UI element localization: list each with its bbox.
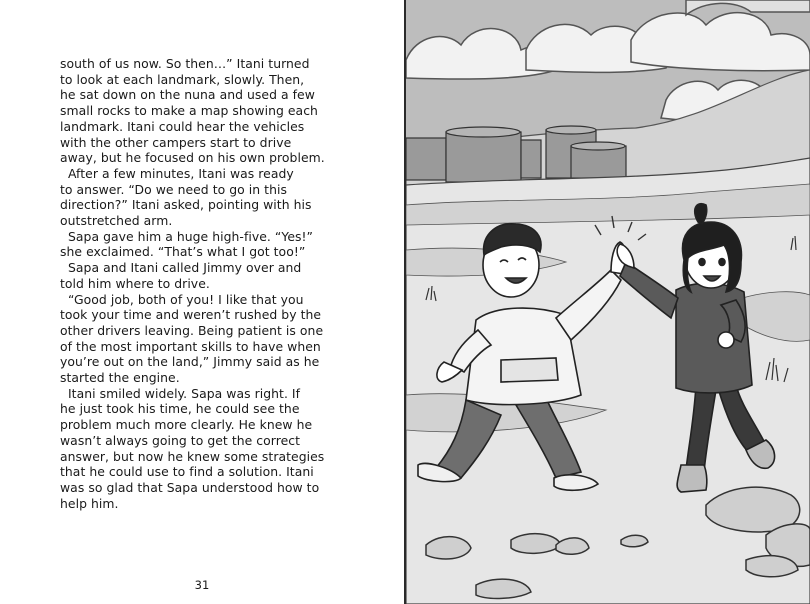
story-line: other drivers leaving. Being patient is one bbox=[60, 322, 324, 338]
story-line: problem much more clearly. He knew he bbox=[60, 417, 313, 433]
story-line: help him. bbox=[60, 495, 119, 511]
story-line: was so glad that Sapa understood how to bbox=[60, 479, 320, 495]
story-line: you’re out on the land,” Jimmy said as he bbox=[60, 354, 320, 370]
story-line: wasn’t always going to get the correct bbox=[60, 432, 301, 448]
story-line: south of us now. So then…” Itani turned bbox=[60, 56, 310, 71]
story-line: direction?” Itani asked, pointing with his bbox=[60, 197, 312, 213]
story-line: outstretched arm. bbox=[60, 213, 173, 229]
left-page bbox=[0, 0, 404, 604]
story-line: After a few minutes, Itani was ready bbox=[60, 165, 294, 181]
story-line: to answer. “Do we need to go in this bbox=[60, 181, 287, 197]
story-line: to look at each landmark, slowly. Then, bbox=[60, 71, 305, 87]
story-line: small rocks to make a map showing each bbox=[60, 103, 318, 119]
story-line: he sat down on the nuna and used a few bbox=[60, 87, 315, 103]
story-line: Sapa and Itani called Jimmy over and bbox=[60, 260, 302, 276]
story-line: away, but he focused on his own problem. bbox=[60, 150, 325, 166]
story-line: Itani smiled widely. Sapa was right. If bbox=[60, 385, 301, 401]
story-line: told him where to drive. bbox=[60, 275, 210, 291]
story-line: took your time and weren’t rushed by the bbox=[60, 307, 322, 323]
illustration-page bbox=[406, 0, 810, 604]
story-text bbox=[60, 56, 365, 511]
story-line: with the other campers start to drive bbox=[60, 134, 292, 150]
story-line: she exclaimed. “That’s what I got too!” bbox=[60, 244, 306, 260]
story-line: that he could use to find a solution. Itani bbox=[60, 464, 314, 480]
story-line: Sapa gave him a huge high-five. “Yes!” bbox=[60, 228, 313, 244]
story-line: answer, but now he knew some strategies bbox=[60, 448, 325, 464]
illustration bbox=[406, 0, 810, 604]
story-line: landmark. Itani could hear the vehicles bbox=[60, 118, 305, 134]
story-line: “Good job, both of you! I like that you bbox=[60, 291, 304, 307]
story-line: started the engine. bbox=[60, 370, 180, 386]
story-line: he just took his time, he could see the bbox=[60, 401, 300, 417]
page-number: 31 bbox=[194, 578, 210, 592]
story-line: of the most important skills to have when bbox=[60, 338, 321, 354]
